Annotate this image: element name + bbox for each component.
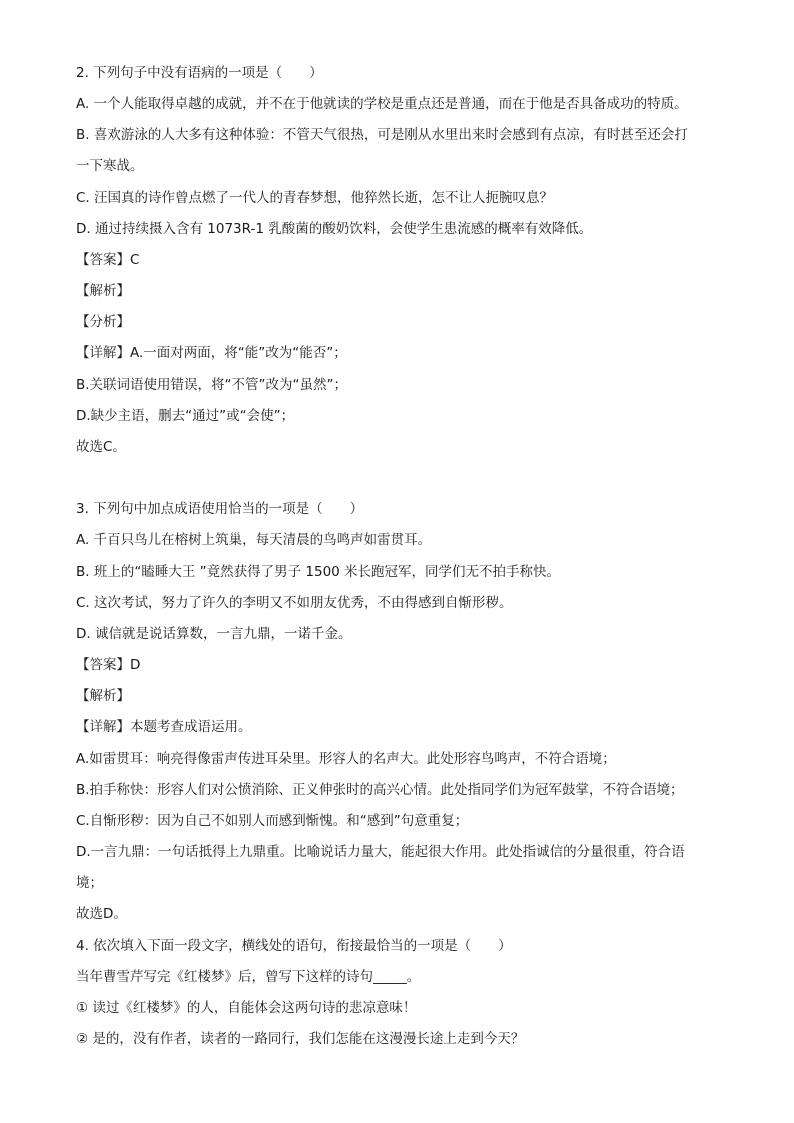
q3-detail-2: B.拍手称快：形容人们对公愤消除、正义伸张时的高兴心情。此处指同学们为冠军鼓掌，不符合语境； — [76, 782, 684, 798]
q4-stem: 4. 依次填入下面一段文字，横线处的语句，衔接最恰当的一项是（ ） — [76, 938, 512, 954]
q2-fenxi-heading: 【分析】 — [76, 314, 130, 330]
q3-choose: 故选D。 — [76, 906, 127, 922]
q2-option-c: C. 汪国真的诗作曾点燃了一代人的青春梦想，他猝然长逝，怎不让人扼腕叹息？ — [76, 190, 554, 206]
q2-jiexi-heading: 【解析】 — [76, 283, 130, 299]
q2-option-a: A. 一个人能取得卓越的成就，并不在于他就读的学校是重点还是普通，而在于他是否具备成功的特质。 — [76, 96, 688, 112]
q2-option-b-line1: B. 喜欢游泳的人大多有这种体验：不管天气很热，可是刚从水里出来时会感到有点凉，有时甚至还会打 — [76, 127, 688, 143]
q3-option-a: A. 千百只鸟儿在榕树上筑巢，每天清晨的鸟鸣声如雷贯耳。 — [76, 532, 432, 548]
q2-answer: 【答案】C — [76, 252, 140, 268]
q3-detail-0: 【详解】本题考查成语运用。 — [76, 719, 252, 735]
q4-item-1: ① 读过《红楼梦》的人，自能体会这两句诗的悲凉意味！ — [76, 1000, 417, 1016]
q3-detail-4-line2: 境； — [76, 875, 103, 891]
q3-answer: 【答案】D — [76, 657, 141, 673]
q2-detail-3: D.缺少主语，删去“通过”或“会使”； — [76, 408, 295, 424]
q2-option-d: D. 通过持续摄入含有 1073R-1 乳酸菌的酸奶饮料，会使学生患流感的概率有效降低。 — [76, 221, 593, 237]
q2-choose: 故选C。 — [76, 439, 126, 455]
q2-detail-1: 【详解】A.一面对两面，将“能”改为“能否”； — [76, 345, 347, 361]
q2-detail-2: B.关联词语使用错误，将“不管”改为“虽然”； — [76, 377, 348, 393]
q4-item-2: ② 是的，没有作者，读者的一路同行，我们怎能在这漫漫长途上走到今天？ — [76, 1031, 525, 1047]
q4-intro: 当年曹雪芹写完《红楼梦》后，曾写下这样的诗句_____。 — [76, 969, 421, 985]
q3-detail-1: A.如雷贯耳：响亮得像雷声传进耳朵里。形容人的名声大。此处形容鸟鸣声，不符合语境； — [76, 751, 616, 767]
q3-option-d: D. 诚信就是说话算数，一言九鼎，一诺千金。 — [76, 626, 352, 642]
q3-detail-4-line1: D.一言九鼎：一句话抵得上九鼎重。比喻说话力量大，能起很大作用。此处指诚信的分量很重，符合语 — [76, 844, 685, 860]
q3-stem: 3. 下列句中加点成语使用恰当的一项是（ ） — [76, 501, 364, 517]
q3-option-c: C. 这次考试，努力了许久的李明又不如朋友优秀，不由得感到自惭形秽。 — [76, 595, 513, 611]
q2-stem: 2. 下列句子中没有语病的一项是（ ） — [76, 65, 323, 81]
q2-option-b-line2: 一下寒战。 — [76, 158, 144, 174]
q3-option-b: B. 班上的“瞌睡大王 ”竟然获得了男子 1500 米长跑冠军，同学们无不拍手称快。 — [76, 564, 561, 580]
q3-detail-3: C.自惭形秽：因为自己不如别人而感到惭愧。和“感到”句意重复； — [76, 813, 469, 829]
q3-jiexi-heading: 【解析】 — [76, 688, 130, 704]
